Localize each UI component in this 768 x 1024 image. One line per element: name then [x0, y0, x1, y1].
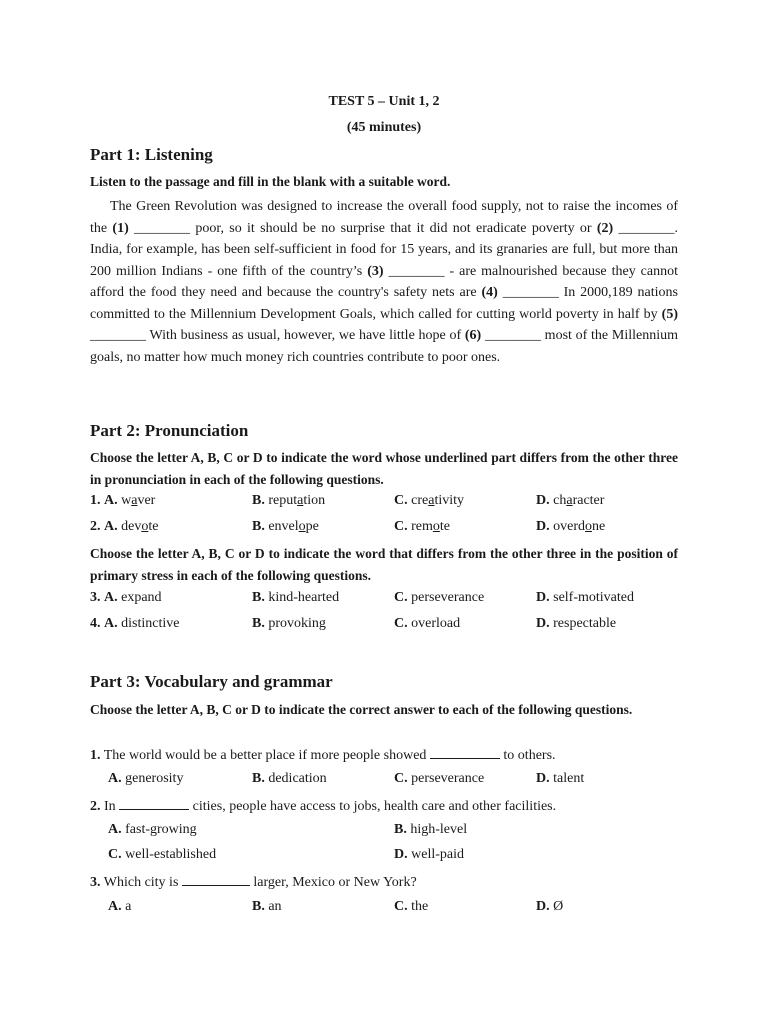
- option-c: C. the: [394, 899, 429, 914]
- vocab-question-2: 2. In cities, people have access to jobs, health care and other facilities.: [90, 799, 557, 814]
- part3-instruction: Choose the letter A, B, C or D to indicate the correct answer to each of the following questions.: [90, 702, 633, 717]
- passage-segment: ________ poor, so it should be no surprise that it did not eradicate poverty or: [128, 220, 597, 236]
- test-title: TEST 5 – Unit 1, 2: [328, 94, 440, 109]
- vocab-question-3: 3. Which city is larger, Mexico or New York?: [90, 875, 417, 890]
- pron-question-2: [90, 519, 690, 541]
- option-c: C. perseverance: [394, 771, 485, 786]
- stress-question-4: [90, 616, 690, 638]
- question-number: 2. A. devote: [90, 519, 159, 534]
- part2-instruction-stress: Choose the letter A, B, C or D to indicate the word that differs from the other three in the position of primary stress in each of the following questions.: [90, 546, 678, 583]
- vocab-options-3: [90, 899, 690, 921]
- passage-segment: ________ - are malnourished because they cannot afford the food they need and because the country's safety nets are: [90, 263, 678, 300]
- option-b: B. dedication: [252, 771, 327, 786]
- option-d: D. well-paid: [394, 847, 464, 862]
- option-c: C. well-established: [108, 847, 217, 862]
- vocab-options-1: [90, 771, 690, 793]
- blank-number: (4): [481, 285, 498, 300]
- option-c: C. perseverance: [394, 590, 485, 605]
- option-c: C. remote: [394, 519, 450, 534]
- part1-heading: Part 1: Listening: [90, 145, 213, 164]
- stress-question-3: [90, 590, 690, 612]
- passage-segment: ________ In 2000,189 nations committed to the Millennium Development Goals, which called for cutting world poverty in half by: [90, 285, 678, 322]
- option-d: D. self-motivated: [536, 590, 634, 605]
- option-b: B. envelope: [252, 519, 319, 534]
- passage-segment: ________ With business as usual, however, we have little hope of: [90, 328, 465, 343]
- option-d: D. Ø: [536, 899, 564, 914]
- vocab-options-2b: [90, 847, 690, 869]
- listening-passage: [90, 196, 678, 368]
- option-d: D. respectable: [536, 616, 617, 631]
- question-number: 1. A. waver: [90, 493, 156, 508]
- option-d: D. talent: [536, 771, 585, 786]
- pron-question-1: [90, 493, 690, 515]
- passage-segment: ________. India, for example, has been self-sufficient in food for 15 years, and its granaries are full, but more than 200 million Indians - one fifth of the country’s: [90, 220, 679, 279]
- option-c: C. overload: [394, 616, 461, 631]
- blank-number: (3): [367, 263, 384, 279]
- part1-instruction: Listen to the passage and fill in the blank with a suitable word.: [90, 174, 451, 189]
- answer-blank: [430, 746, 500, 759]
- blank-number: (2): [596, 220, 614, 236]
- option-d: D. character: [536, 493, 605, 508]
- question-number: 3. A. expand: [90, 590, 162, 605]
- passage-text: [90, 196, 678, 368]
- vocab-question-1: 1. The world would be a better place if more people showed to others.: [90, 748, 556, 763]
- blank-number: (5): [661, 306, 678, 322]
- passage-segment: ________ most of the Millennium goals, no matter how much money rich countries contribute to poor ones.: [90, 328, 678, 365]
- option-b: B. high-level: [394, 822, 468, 837]
- test-duration: (45 minutes): [346, 120, 422, 135]
- option-b: B. provoking: [252, 616, 326, 631]
- passage-segment: The Green Revolution was designed to increase the overall food supply, not to raise the incomes of the: [90, 199, 678, 236]
- vocab-options-2a: [90, 822, 690, 844]
- blank-number: (1): [112, 220, 129, 236]
- part3-heading: Part 3: Vocabulary and grammar: [90, 672, 333, 691]
- answer-blank: [119, 797, 189, 810]
- answer-blank: [182, 873, 250, 886]
- option-a: A. fast-growing: [108, 822, 197, 837]
- option-a: A. a: [108, 899, 132, 914]
- part2-instruction-pronunciation: Choose the letter A, B, C or D to indicate the word whose underlined part differs from the other three in pronunciation in each of the following questions.: [90, 450, 678, 487]
- option-c: C. creativity: [394, 493, 464, 508]
- option-b: B. reputation: [252, 493, 326, 508]
- option-a: A. generosity: [108, 771, 184, 786]
- part2-heading: Part 2: Pronunciation: [90, 421, 249, 440]
- option-b: B. an: [252, 899, 282, 914]
- option-b: B. kind-hearted: [252, 590, 340, 605]
- blank-number: (6): [464, 328, 482, 343]
- question-number: 4. A. distinctive: [90, 616, 180, 631]
- option-d: D. overdone: [536, 519, 606, 534]
